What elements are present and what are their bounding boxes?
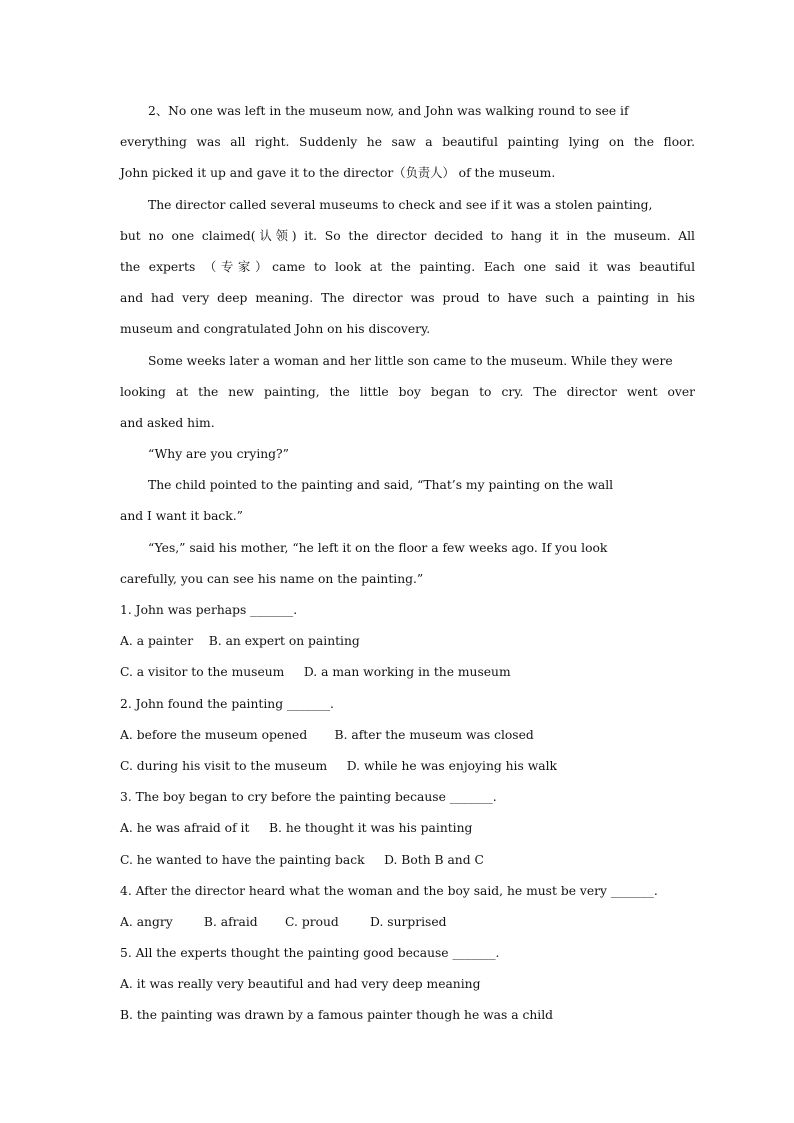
passage-line: “Why are you crying?” xyxy=(148,447,289,462)
passage-line: everything was all right. Suddenly he saw a beautiful painting lying on the floor. xyxy=(120,135,695,150)
answer-options: A. angry B. afraid C. proud D. surprised xyxy=(120,914,447,929)
answer-options: A. he was afraid of it B. he thought it was his painting xyxy=(120,821,473,836)
question-stem: 4. After the director heard what the woman and the boy said, he must be very _______. xyxy=(120,883,658,898)
passage-line: “Yes,” said his mother, “he left it on the floor a few weeks ago. If you look xyxy=(148,540,608,555)
question-stem: 1. John was perhaps _______. xyxy=(120,603,298,617)
answer-options: B. the painting was drawn by a famous painter though he was a child xyxy=(120,1008,554,1023)
passage-line: the experts （专家）came to look at the painting. Each one said it was beautiful xyxy=(120,259,695,274)
passage-line: and had very deep meaning. The director was proud to have such a painting in his xyxy=(120,291,695,306)
question-stem: 5. All the experts thought the painting good because _______. xyxy=(120,946,500,961)
passage-line: museum and congratulated John on his discovery. xyxy=(120,322,431,337)
question-stem: 2. John found the painting _______. xyxy=(120,696,334,711)
answer-options: C. a visitor to the museum D. a man working in the museum xyxy=(120,665,511,680)
passage-line: The director called several museums to check and see if it was a stolen painting, xyxy=(148,197,653,212)
passage-line: and I want it back.” xyxy=(120,509,243,524)
passage-line: The child pointed to the painting and said, “That’s my painting on the wall xyxy=(148,478,614,493)
answer-options: A. before the museum opened B. after the museum was closed xyxy=(120,727,534,742)
answer-options: C. he wanted to have the painting back D. Both B and C xyxy=(120,852,484,867)
passage-line: carefully, you can see his name on the painting.” xyxy=(120,571,424,586)
answer-options: C. during his visit to the museum D. while he was enjoying his walk xyxy=(120,758,557,773)
passage-line: Some weeks later a woman and her little son came to the museum. While they were xyxy=(148,353,673,368)
answer-options: A. it was really very beautiful and had very deep meaning xyxy=(120,977,481,992)
passage-line: looking at the new painting, the little boy began to cry. The director went over xyxy=(120,384,695,399)
question-stem: 3. The boy began to cry before the painting because _______. xyxy=(120,790,497,805)
passage-line: 2、No one was left in the museum now, and John was walking round to see if xyxy=(148,104,629,118)
passage-line: and asked him. xyxy=(120,415,215,430)
passage-line: John picked it up and gave it to the director（负责人） of the museum. xyxy=(120,166,556,181)
document-content xyxy=(120,96,695,1032)
passage-line: but no one claimed(认领) it. So the director decided to hang it in the museum. All xyxy=(120,228,695,243)
answer-options: A. a painter B. an expert on painting xyxy=(120,634,360,649)
